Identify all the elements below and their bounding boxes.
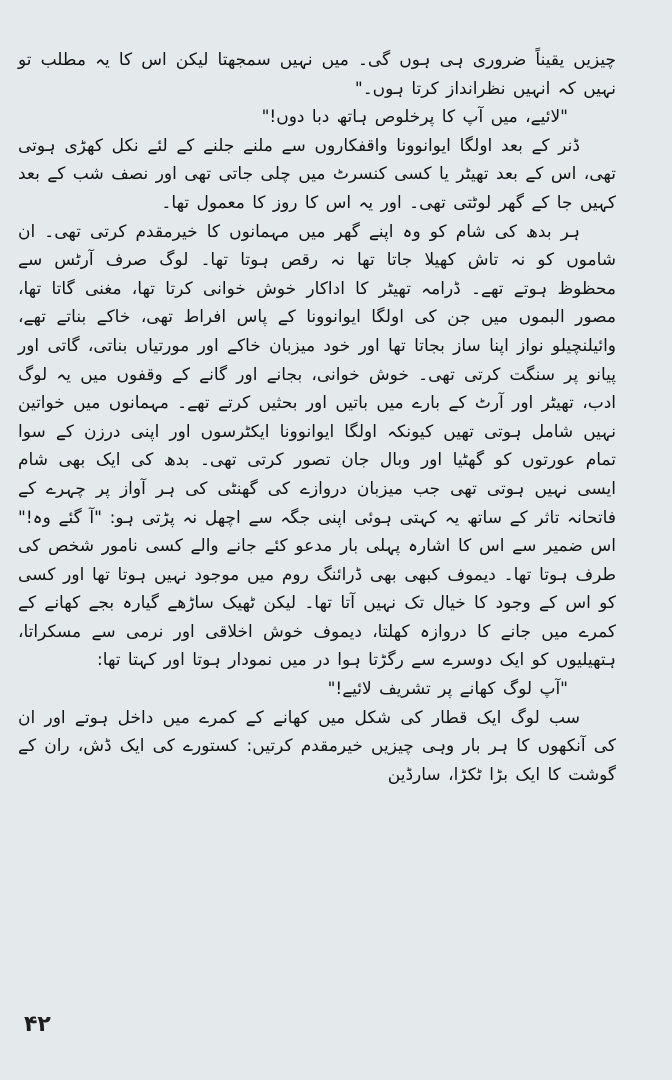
paragraph-continuation: چیزیں یقیناً ضروری ہی ہوں گی۔ میں نہیں سمجھتا لیکن اس کا یہ مطلب تو نہیں کہ انہیں نظرانداز کرتا ہوں۔"	[18, 50, 616, 99]
paragraph: سب لوگ ایک قطار کی شکل میں کھانے کے کمرے میں داخل ہوتے اور ان کی آنکھوں کا ہر بار وہی چیزیں خیرمقدم کرتیں: کستورے کی ایک ڈش، ران کے گوشت کا ایک بڑا ٹکڑا، سارڈین	[18, 707, 616, 785]
dialogue-line: "لائیے، میں آپ کا پرخلوص ہاتھ دبا دوں!"	[261, 107, 568, 128]
body-text	[18, 46, 616, 789]
paragraph: ہر بدھ کی شام کو وہ اپنے گھر میں مہمانوں کا خیرمقدم کرتی تھی۔ ان شاموں کو نہ تاش کھیلا جاتا تھا نہ رقص ہوتا تھا۔ لوگ صرف آرٹس سے محظوظ ہوتے تھے۔ ڈرامہ تھیٹر کا اداکار خوش خوانی کرتا تھا، مغنی گاتا تھا، مصور البموں میں جن کی اولگا ایوانوونا کے پاس افراط تھی، خاکے بناتے تھے، وائیلنچیلو نواز اپنا ساز بجاتا تھا اور خود میزبان خاکے اور مورتیاں بناتی، گاتی اور پیانو پر سنگت کرتی تھی۔ خوش خوانی، بجانے اور گانے کے وقفوں میں یہ لوگ ادب، تھیٹر اور آرٹ کے بارے میں باتیں اور بحثیں کرتے تھے۔ مہمانوں میں خواتین نہیں شامل ہوتی تھیں کیونکہ اولگا ایوانوونا ایکٹرسوں اور اپنی درزن کے سوا تمام عورتوں کو گھٹیا اور وبال جان تصور کرتی تھی۔ بدھ کی ایک بھی شام ایسی نہیں ہوتی تھی جب میزبان دروازے کی گھنٹی کی ہر آواز پر چہرے کے فاتحانہ تاثر کے ساتھ یہ کہتی ہوئی اپنی جگہ سے اچھل نہ پڑتی ہو: "آ گئے وہ!" اس ضمیر سے اس کا اشارہ پہلی بار مدعو کئے جانے والے کسی نامور شخص کی طرف ہوتا تھا۔ دیموف کبھی بھی ڈرائنگ روم میں موجود نہیں ہوتا تھا اور کسی کو اس کے وجود کا خیال تک نہیں آتا تھا۔ لیکن ٹھیک ساڑھے گیارہ بجے کھانے کے کمرے میں جانے کا دروازہ کھلتا، دیموف خوش اخلاقی اور نرمی سے مسکراتا، ہتھیلیوں کو ایک دوسرے سے رگڑتا ہوا در میں نمودار ہوتا اور کہتا تھا:	[18, 221, 616, 671]
dialogue-line: "آپ لوگ کھانے پر تشریف لائیے!"	[327, 679, 568, 700]
page-number: ۴۲	[24, 1012, 51, 1037]
paragraph: ڈنر کے بعد اولگا ایوانوونا واقفکاروں سے ملنے جلنے کے لئے نکل کھڑی ہوتی تھی، اس کے بعد تھیٹر یا کسی کنسرٹ میں چلی جاتی تھی اور نصف شب کے بعد کہیں جا کے گھر لوٹتی تھی۔ اور یہ اس کا روز کا معمول تھا۔	[18, 135, 616, 213]
